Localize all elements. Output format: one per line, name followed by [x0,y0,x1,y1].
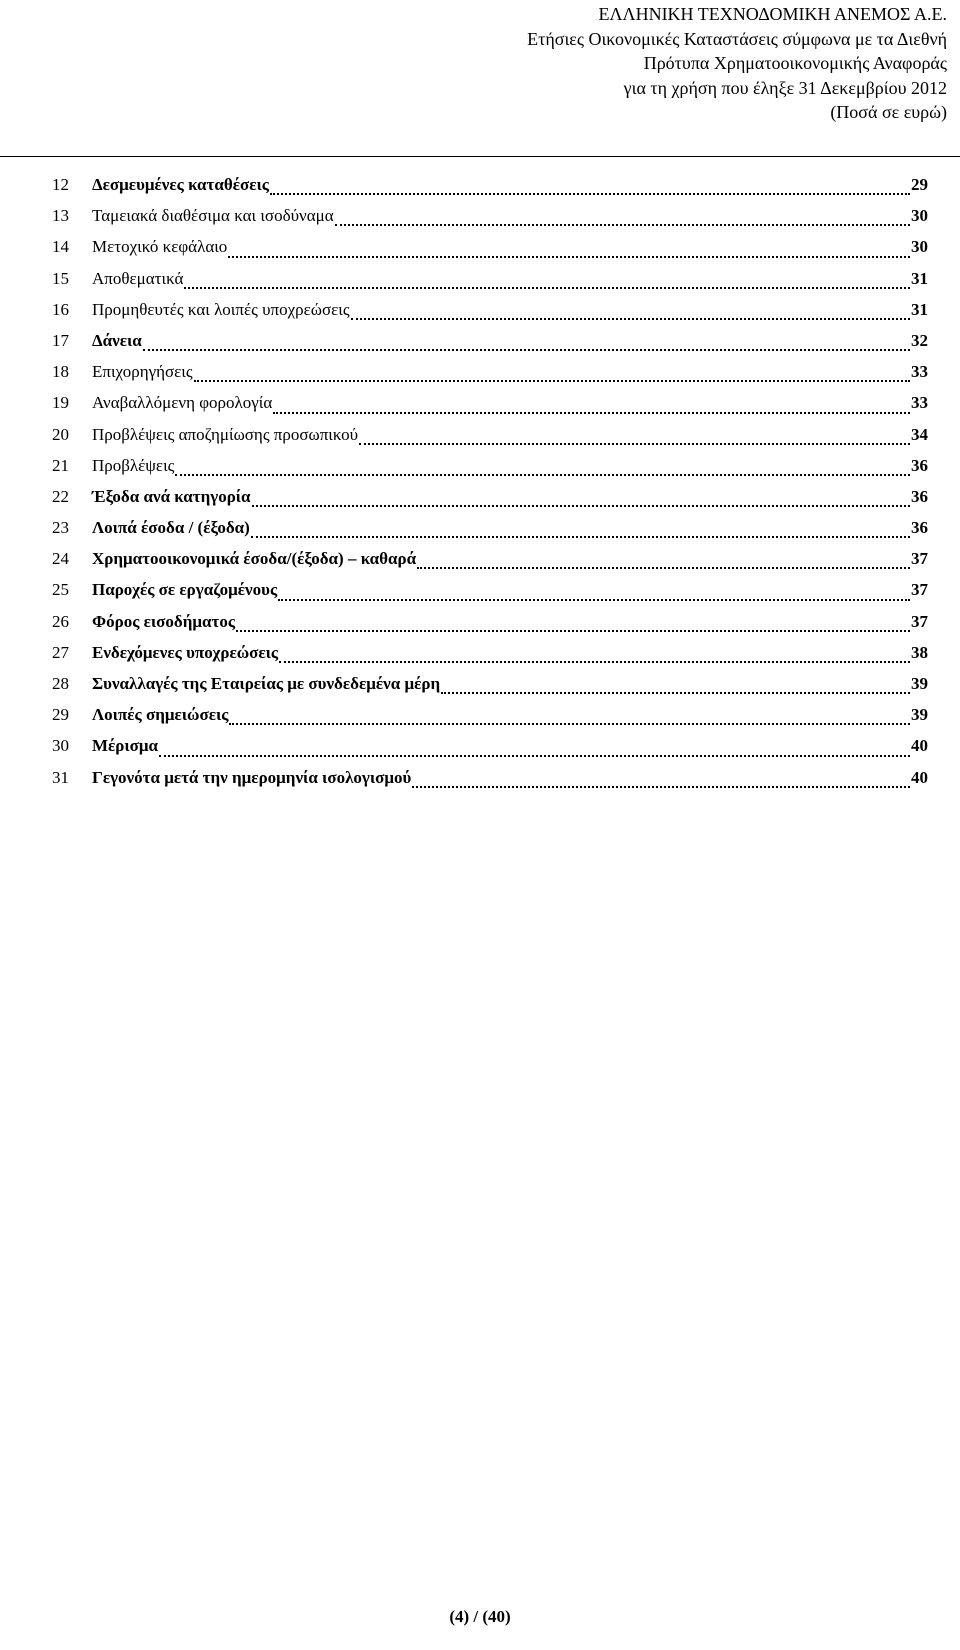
toc-entry[interactable] [52,269,928,300]
toc-entry-number: 25 [52,580,69,600]
toc-dot-leader [351,318,910,320]
toc-dot-leader [335,224,910,226]
toc-entry[interactable] [52,300,928,331]
toc-dot-leader [270,193,910,195]
toc-entry-number: 21 [52,455,69,475]
toc-entry-page: 29 [911,175,928,194]
toc-entry-page: 38 [911,642,928,662]
toc-entry-title[interactable]: Συναλλαγές της Εταιρείας με συνδεδεμένα μέρη [92,674,441,693]
toc-dot-leader [252,505,910,507]
toc-entry-title[interactable]: Αναβαλλόμενη φορολογία [92,393,273,413]
toc-entry-page: 39 [911,674,928,693]
toc-entry[interactable] [52,456,928,487]
toc-entry-title[interactable]: Ενδεχόμενες υποχρεώσεις [92,642,279,662]
toc-entry-page: 33 [911,393,928,413]
header-subtitle-line-1: Ετήσιες Οικονομικές Καταστάσεις σύμφωνα με τα Διεθνή [527,28,947,49]
toc-entry[interactable] [52,175,928,206]
toc-entry-page: 31 [911,268,928,288]
toc-dot-leader [194,380,910,382]
toc-dot-leader [417,567,910,569]
toc-dot-leader [278,599,910,601]
toc-entry-page: 37 [911,580,928,600]
toc-entry-title[interactable]: Φόρος εισοδήματος [92,611,236,631]
toc-entry-page: 32 [911,330,928,350]
toc-entry-title[interactable]: Ταμειακά διαθέσιμα και ισοδύναμα [92,206,334,226]
toc-entry[interactable] [52,612,928,643]
toc-dot-leader [159,755,910,757]
toc-entry[interactable] [52,362,928,393]
toc-entry[interactable] [52,393,928,424]
toc-entry-page: 37 [911,611,928,631]
toc-entry-title[interactable]: Προβλέψεις αποζημίωσης προσωπικού [92,424,358,444]
toc-dot-leader [228,256,910,258]
toc-entry-page: 36 [911,455,928,475]
toc-entry-title[interactable]: Λοιπές σημειώσεις [92,705,229,725]
toc-dot-leader [184,287,910,289]
toc-entry-title[interactable]: Προβλέψεις [92,455,175,475]
toc-entry[interactable] [52,705,928,736]
toc-entry-number: 27 [52,642,69,662]
toc-entry[interactable] [52,674,928,705]
toc-entry-number: 23 [52,518,69,538]
toc-entry-title[interactable]: Χρηματοοικονομικά έσοδα/(έξοδα) – καθαρά [92,549,417,569]
toc-entry[interactable] [52,237,928,268]
toc-entry[interactable] [52,425,928,456]
page-number: (4) / (40) [449,1607,511,1626]
toc-entry-page: 30 [911,237,928,257]
company-name: ΕΛΛΗΝΙΚΗ ΤΕΧΝΟΔΟΜΙΚΗ ΑΝΕΜΟΣ Α.Ε. [598,4,947,24]
toc-dot-leader [441,692,910,694]
toc-dot-leader [359,443,910,445]
table-of-contents [52,175,928,799]
toc-entry-page: 31 [911,299,928,319]
toc-entry-number: 15 [52,268,69,288]
toc-entry[interactable] [52,549,928,580]
toc-entry[interactable] [52,768,928,799]
toc-entry-title[interactable]: Δάνεια [92,330,142,350]
toc-entry[interactable] [52,643,928,674]
toc-dot-leader [251,536,910,538]
toc-entry-number: 30 [52,736,69,756]
toc-entry-title[interactable]: Προμηθευτές και λοιπές υποχρεώσεις [92,299,350,319]
toc-entry[interactable] [52,736,928,767]
toc-entry-title[interactable]: Αποθεματικά [92,268,184,288]
toc-entry-number: 22 [52,486,69,506]
toc-entry-title[interactable]: Επιχορηγήσεις [92,362,193,382]
toc-dot-leader [236,630,910,632]
toc-entry-number: 17 [52,330,69,350]
toc-entry-page: 36 [911,518,928,538]
toc-dot-leader [412,786,910,788]
toc-dot-leader [175,474,910,476]
toc-entry[interactable] [52,331,928,362]
toc-entry[interactable] [52,487,928,518]
toc-entry-page: 40 [911,736,928,756]
toc-entry-number: 20 [52,424,69,444]
toc-entry-title[interactable]: Παροχές σε εργαζομένους [92,580,278,600]
toc-entry-page: 40 [911,767,928,787]
toc-entry-page: 39 [911,705,928,725]
toc-entry-number: 28 [52,674,69,693]
toc-entry-title[interactable]: Μετοχικό κεφάλαιο [92,237,228,257]
toc-entry-title[interactable]: Μέρισμα [92,736,159,756]
toc-entry-number: 19 [52,393,69,413]
header-subtitle-line-2: Πρότυπα Χρηματοοικονομικής Αναφοράς [643,53,947,73]
toc-entry-page: 37 [911,549,928,569]
toc-entry-number: 14 [52,237,69,257]
toc-entry-number: 24 [52,549,69,569]
document-header [247,2,947,125]
toc-entry-number: 13 [52,206,69,226]
toc-entry-page: 30 [911,206,928,226]
toc-entry-number: 29 [52,705,69,725]
toc-entry-page: 36 [911,486,928,506]
toc-entry-title[interactable]: Γεγονότα μετά την ημερομηνία ισολογισμού [92,767,412,787]
toc-entry-number: 12 [52,175,69,194]
toc-entry[interactable] [52,580,928,611]
toc-entry-number: 26 [52,611,69,631]
toc-entry-title[interactable]: Δεσμευμένες καταθέσεις [92,175,269,194]
header-divider [0,156,960,157]
toc-entry[interactable] [52,206,928,237]
header-period: για τη χρήση που έληξε 31 Δεκεμβρίου 2012 [623,77,947,98]
toc-entry[interactable] [52,518,928,549]
toc-entry-title[interactable]: Έξοδα ανά κατηγορία [92,486,251,506]
toc-entry-number: 31 [52,767,69,787]
toc-entry-page: 34 [911,424,928,444]
toc-dot-leader [229,723,910,725]
toc-dot-leader [279,661,910,663]
toc-entry-page: 33 [911,362,928,382]
toc-entry-number: 18 [52,362,69,382]
toc-dot-leader [273,412,910,414]
toc-dot-leader [143,349,910,351]
header-currency-note: (Ποσά σε ευρώ) [830,102,947,122]
toc-entry-title[interactable]: Λοιπά έσοδα / (έξοδα) [92,518,250,538]
toc-entry-number: 16 [52,299,69,319]
